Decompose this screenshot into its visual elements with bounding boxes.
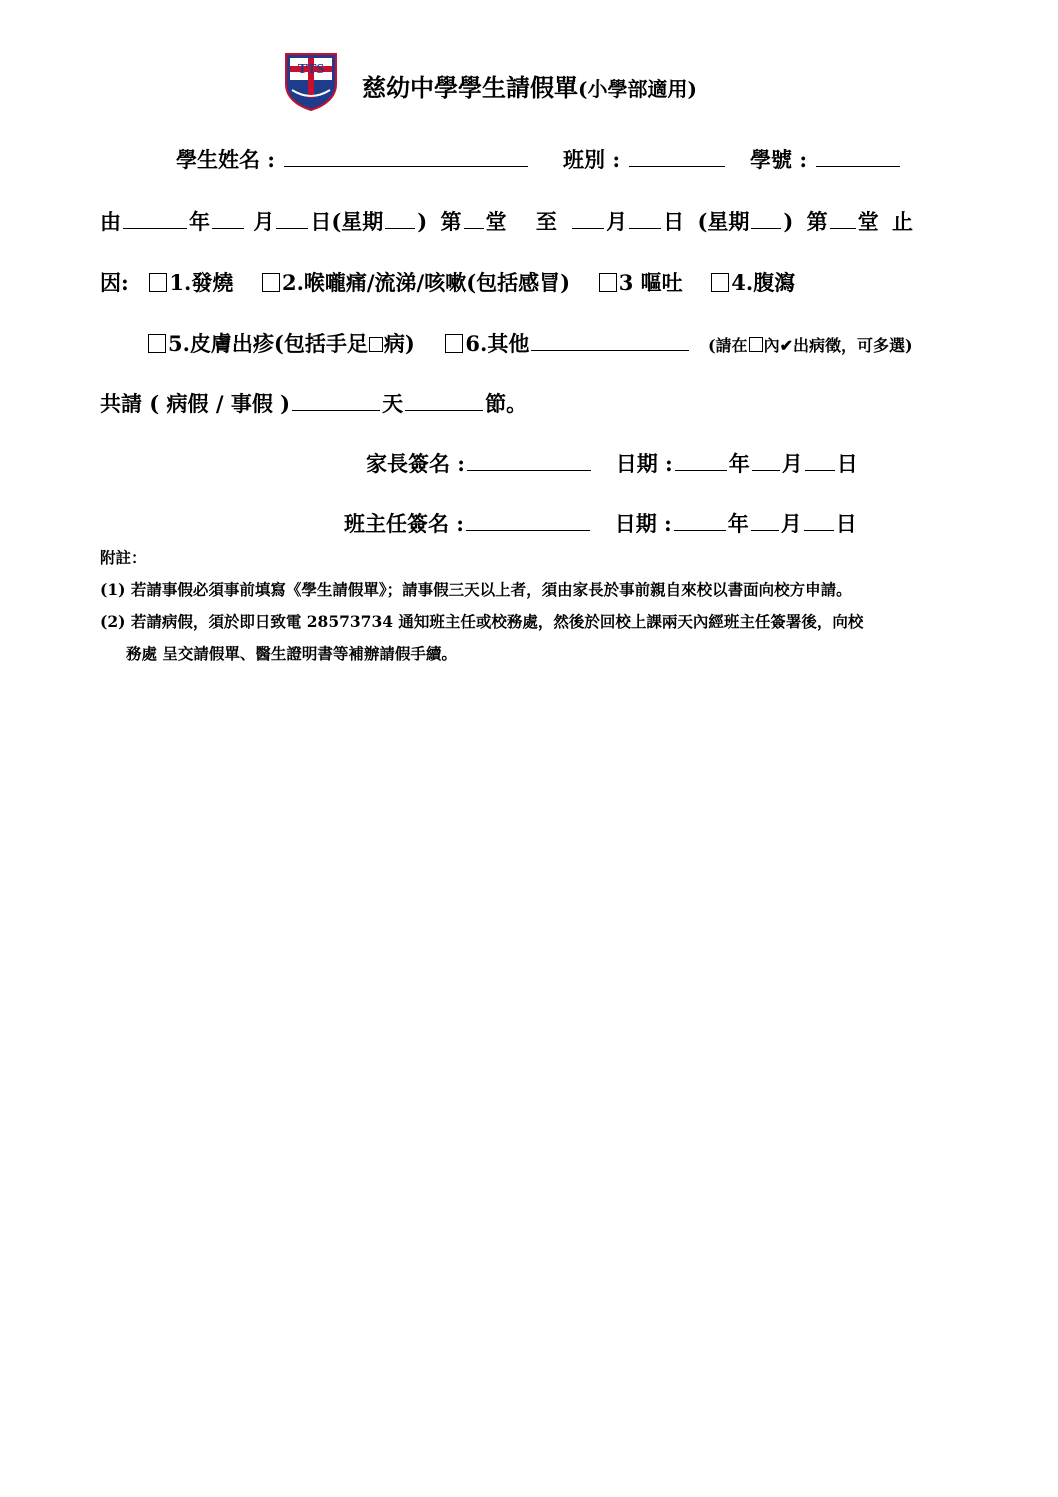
title-main: 慈幼中學學生請假單 <box>362 73 578 102</box>
hint-open: (請在 <box>707 336 748 355</box>
parent-month-field[interactable] <box>752 452 780 471</box>
vomiting-checkbox[interactable] <box>599 273 617 292</box>
title-suffix: (小學部適用) <box>578 77 697 101</box>
parent-sign-label: 家長簽名 : <box>366 451 466 476</box>
note-item-1 <box>100 578 852 600</box>
period-open: 第 <box>440 209 462 234</box>
to-period-field[interactable] <box>830 210 856 229</box>
class-label: 班別 : <box>563 147 621 172</box>
reasons-row-1 <box>100 267 795 297</box>
student-name-field[interactable] <box>284 148 528 167</box>
parent-year-label: 年 <box>728 451 750 476</box>
teacher-year-label: 年 <box>727 511 749 536</box>
fever-checkbox[interactable] <box>149 273 167 292</box>
parent-day-field[interactable] <box>805 452 835 471</box>
from-month-field[interactable] <box>212 210 244 229</box>
note-2-text: 若請病假，須於即日致電 28573734 通知班主任或校務處，然後於回校上課兩天內經班主任簽署後，向校 <box>130 612 864 631</box>
date-range-row <box>100 206 913 236</box>
parent-date-label: 日期 : <box>615 451 673 476</box>
teacher-year-field[interactable] <box>674 512 726 531</box>
hint-mid: 內 <box>763 336 780 355</box>
crest-lettering: TTS <box>297 62 325 77</box>
period-close: 堂 <box>485 209 507 234</box>
sore-throat-checkbox[interactable] <box>262 273 280 292</box>
month-label: 月 <box>253 209 275 234</box>
year-label: 年 <box>189 209 210 234</box>
days-field[interactable] <box>292 392 380 411</box>
hint-box-icon <box>749 337 763 352</box>
teacher-month-label: 月 <box>780 511 802 536</box>
note-1-text: 若請事假必須事前填寫《學生請假單》；請事假三天以上者，須由家長於事前親自來校以書面向校方申請。 <box>130 580 852 599</box>
from-label: 由 <box>100 209 121 234</box>
weekday2-close: ) <box>783 209 794 234</box>
reasons-row-2 <box>148 328 913 358</box>
parent-signature-field[interactable] <box>467 452 591 471</box>
diarrhea-checkbox[interactable] <box>711 273 729 292</box>
teacher-month-field[interactable] <box>751 512 779 531</box>
teacher-sign-label: 班主任簽名 : <box>344 511 465 536</box>
student-number-label: 學號 : <box>750 147 808 172</box>
checkbox-hint <box>708 336 913 355</box>
vomiting-label: 3 嘔吐 <box>618 270 683 295</box>
to-weekday-field[interactable] <box>751 210 781 229</box>
note-1-number: (1) <box>100 580 126 599</box>
period2-open: 第 <box>806 209 828 234</box>
day-label: 日 <box>310 209 332 234</box>
day2-label: 日 <box>663 209 685 234</box>
fever-label: 1.發燒 <box>169 270 234 295</box>
month2-label: 月 <box>606 209 628 234</box>
check-mark-icon: ✔ <box>779 336 793 355</box>
from-day-field[interactable] <box>276 210 308 229</box>
weekday2-open: (星期 <box>697 209 750 234</box>
teacher-signature-field[interactable] <box>466 512 590 531</box>
weekday-open: (星期 <box>331 209 384 234</box>
parent-day-label: 日 <box>836 451 858 476</box>
from-period-field[interactable] <box>464 210 484 229</box>
reason-lead: 因: <box>100 270 129 295</box>
periods-field[interactable] <box>405 392 483 411</box>
teacher-day-field[interactable] <box>804 512 834 531</box>
hint-close: 出病徵，可多選) <box>792 336 913 355</box>
teacher-date-label: 日期 : <box>614 511 672 536</box>
student-info-row <box>176 144 902 174</box>
from-weekday-field[interactable] <box>385 210 415 229</box>
sore-throat-label: 2.喉嚨痛/流涕/咳嗽(包括感冒) <box>281 270 571 295</box>
to-label: 至 <box>535 209 557 234</box>
rash-label: 5.皮膚出疹(包括手足 <box>168 331 368 356</box>
parent-year-field[interactable] <box>675 452 727 471</box>
to-day-field[interactable] <box>629 210 661 229</box>
to-month-field[interactable] <box>572 210 604 229</box>
leave-type-label: 共請 ( 病假 / 事假 ) <box>100 391 291 416</box>
other-field[interactable] <box>531 332 689 351</box>
class-field[interactable] <box>629 148 725 167</box>
rash-label-end: 病) <box>383 331 415 356</box>
form-title <box>362 68 697 103</box>
parent-signature-row <box>366 448 858 478</box>
from-year-field[interactable] <box>123 210 187 229</box>
diarrhea-label: 4.腹瀉 <box>731 270 796 295</box>
weekday-close: ) <box>417 209 428 234</box>
other-checkbox[interactable] <box>445 334 463 353</box>
student-number-field[interactable] <box>816 148 900 167</box>
note-2-number: (2) <box>100 612 126 631</box>
total-row <box>100 388 527 418</box>
period2-close: 堂 <box>857 209 879 234</box>
end-label: 止 <box>891 209 913 234</box>
note-item-2-cont: 務處 呈交請假單、醫生證明書等補辦請假手續。 <box>126 644 457 663</box>
inline-box-icon <box>369 337 383 352</box>
days-label: 天 <box>382 391 404 416</box>
parent-month-label: 月 <box>781 451 803 476</box>
note-item-2 <box>100 610 863 632</box>
student-name-label: 學生姓名 : <box>176 147 276 172</box>
periods-label: 節。 <box>485 391 528 416</box>
teacher-signature-row <box>344 508 857 538</box>
other-label: 6.其他 <box>465 331 530 356</box>
school-crest-logo <box>282 50 340 112</box>
rash-checkbox[interactable] <box>148 334 166 353</box>
notes-heading: 附註： <box>100 548 147 567</box>
teacher-day-label: 日 <box>835 511 857 536</box>
